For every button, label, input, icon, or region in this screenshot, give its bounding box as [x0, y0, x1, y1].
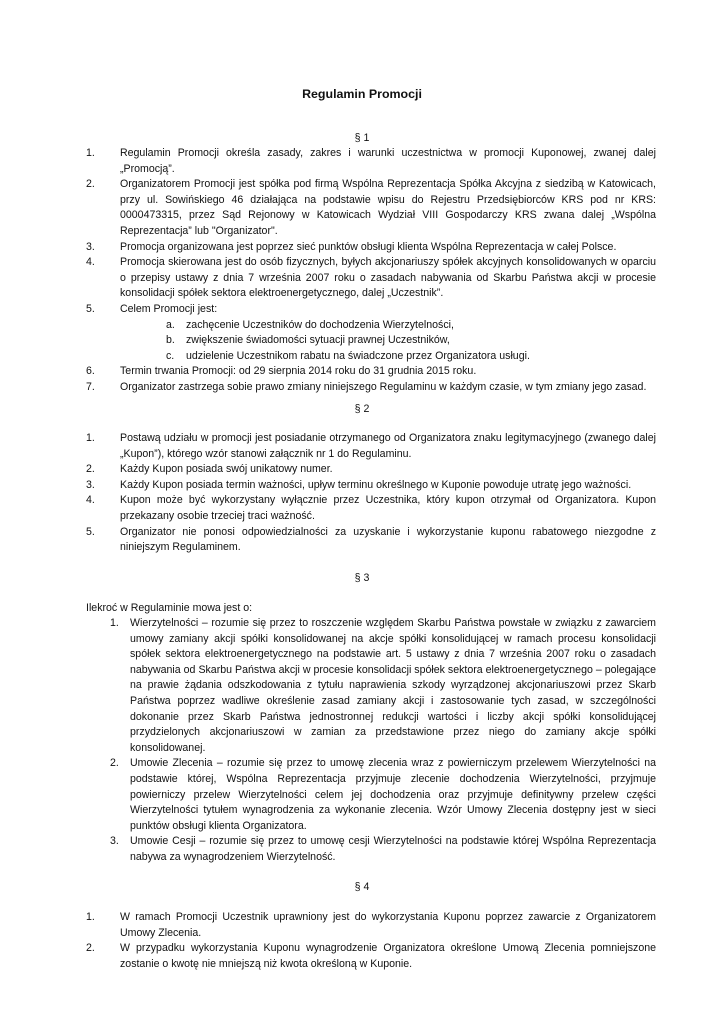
item-text: Kupon może być wykorzystany wyłącznie przez Uczestnika, który kupon otrzymał od Organizatora. Kupon przekazany osobie trzeciej traci ważność. [120, 494, 656, 522]
list-item [86, 493, 656, 524]
section-1-heading: § 1 [354, 132, 370, 144]
list-item [86, 255, 656, 302]
list-item [86, 941, 656, 972]
item-number: 3. [110, 835, 119, 848]
item-text: Organizator zastrzega sobie prawo zmiany niniejszego Regulaminu w każdym czasie, w tym zmiany jego zasad. [120, 380, 647, 393]
list-item [86, 431, 656, 462]
item-number: 4. [86, 256, 95, 269]
item-number: 3. [86, 240, 95, 253]
list-item [86, 302, 656, 364]
list-item [86, 478, 656, 494]
item-number: 2. [86, 178, 95, 191]
sub-item-text: udzielenie Uczestnikom rabatu na świadczone przez Organizatora usługi. [186, 349, 530, 362]
item-number: 4. [86, 494, 95, 507]
sub-list-item [120, 333, 656, 349]
item-number: 1. [86, 911, 95, 923]
section-4-list [86, 910, 656, 972]
section-3-definitions-list [110, 616, 656, 866]
list-item [86, 364, 656, 380]
item-text: Umowie Cesji – rozumie się przez to umowę cesji Wierzytelności na podstawie której Wspólna Reprezentacja nabywa za wynagrodzeniem Wierzytelność. [130, 835, 656, 863]
item-text: Regulamin Promocji określa zasady, zakres i warunki uczestnictwa w promocji Kuponowej, zwanej dalej „Promocją”. [120, 147, 656, 175]
section-2-list [86, 431, 656, 556]
item-text: Organizatorem Promocji jest spółka pod firmą Wspólna Reprezentacja Spółka Akcyjna z siedzibą w Katowicach, przy ul. Sowińskiego 46 działająca na podstawie wpisu do Rejestru Przedsiębiorców KRS pod nr KRS: 0000473315, przez Sąd Rejonowy w Katowicach Wydział VIII Gospodarczy KRS zwana dalej „Wspólna Reprezentacja” lub "Organizator". [120, 178, 656, 237]
sub-list [120, 318, 656, 365]
item-text: Umowie Zlecenia – rozumie się przez to umowę zlecenia wraz z powierniczym przelewem Wierzytelności na podstawie której, Wspólna Reprezentacja przyjmuje zlecenie dochodzenia Wierzytelności, przyjmuje powierniczy przelew Wierzytelności celem jej dochodzenia oraz przyjmuje definitywny przelew części Wierzytelności tytułem wynagrodzenia za wykonanie zlecenia. Wzór Umowy Zlecenia dostępny jest w sieci punktów obsługi klienta Organizatora. [130, 757, 656, 832]
list-item [86, 146, 656, 177]
item-text: W ramach Promocji Uczestnik uprawniony jest do wykorzystania Kuponu poprzez zawarcie z Organizatorem Umowy Zlecenia. [120, 911, 656, 939]
item-number: 1. [86, 432, 95, 444]
item-number: 1. [110, 617, 119, 629]
sub-list-item [120, 349, 656, 365]
document-title: Regulamin Promocji [302, 87, 422, 101]
item-text: Termin trwania Promocji: od 29 sierpnia 2014 roku do 31 grudnia 2015 roku. [120, 365, 477, 378]
list-item [86, 462, 656, 478]
item-text: Promocja skierowana jest do osób fizycznych, byłych akcjonariuszy spółek akcyjnych konsolidowanych w oparciu o przepisy ustawy z dnia 7 września 2007 roku o zasadach nabywania od Skarbu Państwa akcji w procesie konsolidacji spółek sektora elektroenergetycznego, dalej „Uczestnik”. [120, 256, 656, 300]
item-number: 2. [86, 463, 95, 476]
list-item [86, 910, 656, 941]
sub-item-letter: a. [166, 318, 175, 331]
item-number: 3. [86, 478, 95, 491]
item-number: 1. [86, 147, 95, 159]
item-text: Każdy Kupon posiada termin ważności, upływ terminu określnego w Kuponie powoduje utratę jego ważności. [120, 478, 632, 491]
item-number: 5. [86, 302, 95, 315]
section-3-intro: Ilekroć w Regulaminie mowa jest o: [86, 602, 253, 614]
item-text: W przypadku wykorzystania Kuponu wynagrodzenie Organizatora określone Umową Zlecenia pomniejszone zostanie o kwotę nie mniejszą niż kwota określoną w Kuponie. [120, 942, 656, 970]
sub-item-letter: c. [166, 349, 175, 362]
item-number: 5. [86, 525, 95, 538]
sub-item-text: zwiększenie świadomości sytuacji prawnej Uczestników, [186, 334, 450, 347]
section-2-heading: § 2 [354, 403, 370, 415]
list-item [86, 240, 656, 256]
list-item [86, 380, 656, 396]
item-text: Organizator nie ponosi odpowiedzialności za uzyskanie i wykorzystanie kuponu rabatowego niezgodne z niniejszym Regulaminem. [120, 525, 656, 554]
item-text: Celem Promocji jest: [120, 302, 218, 315]
section-4-heading: § 4 [354, 881, 370, 893]
list-item [86, 177, 656, 239]
definition-item [110, 834, 656, 865]
item-text: Postawą udziału w promocji jest posiadanie otrzymanego od Organizatora znaku legitymacyjnego (zwanego dalej „Kupon”), którego wzór stanowi załącznik nr 1 do Regulaminu. [120, 432, 656, 460]
item-number: 2. [86, 942, 95, 955]
list-item [86, 525, 656, 556]
item-text: Promocja organizowana jest poprzez sieć punktów obsługi klienta Wspólna Reprezentacja w całej Polsce. [120, 240, 617, 253]
definition-item [110, 756, 656, 834]
item-number: 6. [86, 365, 95, 378]
sub-item-text: zachęcenie Uczestników do dochodzenia Wierzytelności, [186, 318, 454, 331]
section-1-list [86, 146, 656, 396]
sub-list-item [120, 318, 656, 334]
definition-item [110, 616, 656, 756]
sub-item-letter: b. [166, 334, 175, 347]
item-text: Wierzytelności – rozumie się przez to roszczenie względem Skarbu Państwa powstałe w związku z zawarciem umowy zamiany akcji spółki konsolidowanej na akcje spółki konsolidującej w ramach procesu konsolidacji spółek sektora elektroenergetycznego na podstawie art. 5 ustawy z dnia 7 września 2007 roku o zasadach nabywania od Skarbu Państwa akcji w procesie konsolidacji spółek sektora elektroenergetycznego – polegające na prawie żądania odszkodowania z tytułu naprawienia szkody wyrządzonej akcjonariuszowi przez Skarb Państwa poprzez wadliwe określenie zasad zamiany akcji i zastosowanie tych zasad, w szczególności dokonanie przez Skarb Państwa jednostronnej redukcji wartości i liczby akcji spółki konsolidującej przydzielonych akcjonariuszowi w zamian za przedstawione przez niego do zamiany akcje spółki konsolidowanej. [130, 617, 656, 754]
section-3-heading: § 3 [354, 572, 370, 584]
item-number: 7. [86, 380, 95, 393]
item-number: 2. [110, 757, 119, 770]
item-text: Każdy Kupon posiada swój unikatowy numer. [120, 463, 333, 476]
